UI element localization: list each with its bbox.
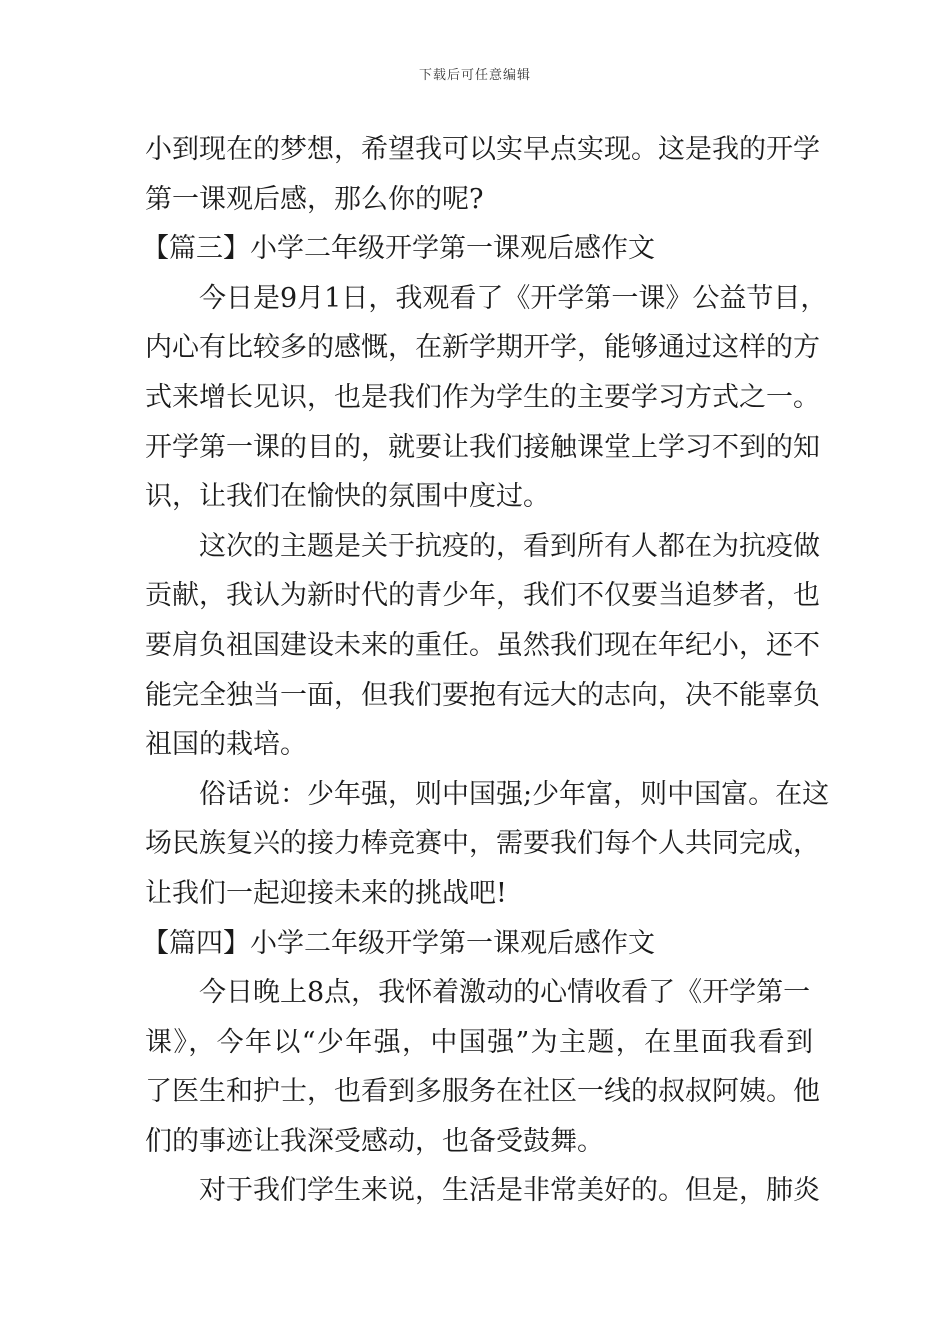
text-line: 祖国的栽培。 xyxy=(145,729,307,761)
paragraph-first-line: 俗话说：少年强，则中国强;少年富，则中国富。在这 xyxy=(199,778,830,810)
text-line: 们的事迹让我深受感动，也备受鼓舞。 xyxy=(145,1125,604,1157)
text-line: 第一课观后感，那么你的呢? xyxy=(145,183,484,215)
text-line: 了医生和护士，也看到多服务在社区一线的叔叔阿姨。他 xyxy=(145,1076,820,1108)
paragraph-first-line: 这次的主题是关于抗疫的，看到所有人都在为抗疫做 xyxy=(199,530,820,562)
text-line: 小到现在的梦想，希望我可以实早点实现。这是我的开学 xyxy=(145,134,820,165)
section-heading: 【篇四】小学二年级开学第一课观后感作文 xyxy=(142,927,655,959)
text-line: 识，让我们在愉快的氛围中度过。 xyxy=(145,481,550,513)
text-line: 让我们一起迎接未来的挑战吧! xyxy=(145,877,507,909)
document-body xyxy=(142,125,830,1216)
text-line: 开学第一课的目的，就要让我们接触课堂上学习不到的知 xyxy=(145,431,820,463)
text-line: 式来增长见识，也是我们作为学生的主要学习方式之一。 xyxy=(145,381,820,413)
paragraph-first-line: 对于我们学生来说，生活是非常美好的。但是，肺炎 xyxy=(199,1175,820,1207)
page-header: 下载后可任意编辑 xyxy=(418,68,531,83)
text-line: 场民族复兴的接力棒竞赛中，需要我们每个人共同完成， xyxy=(145,828,820,860)
section-heading: 【篇三】小学二年级开学第一课观后感作文 xyxy=(142,233,655,265)
paragraph-first-line: 今日晚上8点，我怀着激动的心情收看了《开学第一 xyxy=(199,977,811,1009)
text-line: 内心有比较多的感慨，在新学期开学，能够通过这样的方 xyxy=(145,332,820,364)
text-line: 要肩负祖国建设未来的重任。虽然我们现在年纪小，还不 xyxy=(145,629,820,661)
text-line: 课》，今年以“少年强，中国强”为主题，在里面我看到 xyxy=(145,1026,813,1058)
text-line: 能完全独当一面，但我们要抱有远大的志向，决不能辜负 xyxy=(145,679,820,711)
text-line: 贡献，我认为新时代的青少年，我们不仅要当追梦者，也 xyxy=(145,580,820,612)
paragraph-first-line: 今日是9月1日，我观看了《开学第一课》公益节目， xyxy=(199,282,828,314)
